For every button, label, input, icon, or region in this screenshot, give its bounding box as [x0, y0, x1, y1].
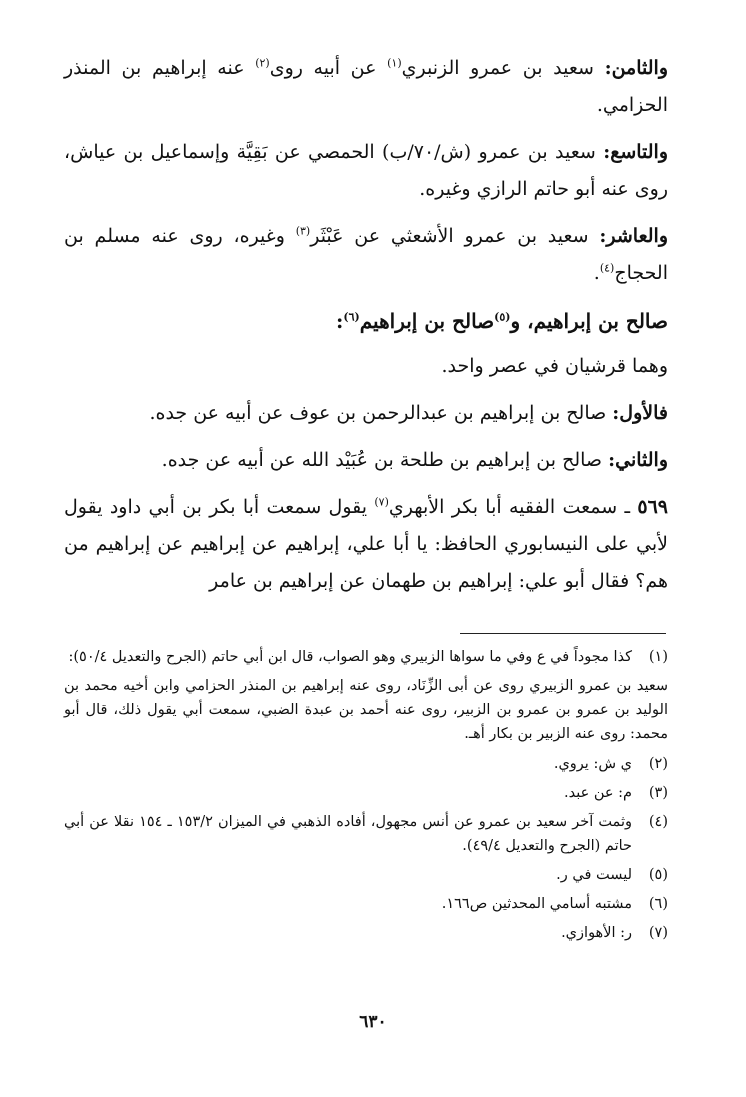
footnote-text: كذا مجوداً في ع وفي ما سواها الزبيري وهو الصواب، قال ابن أبي حاتم (الجرح والتعديل ٥٠/٤): [68, 649, 632, 665]
footnote-4 [64, 810, 668, 858]
footnote-ref[interactable]: (٥) [494, 310, 511, 324]
paragraph-lead: فالأول: [612, 402, 668, 424]
footnote-number: (٣) [648, 785, 668, 801]
footnote-ref[interactable]: (٣) [295, 224, 311, 238]
paragraph-intro [64, 348, 668, 385]
entry-number: ٥٦٩ [637, 496, 668, 518]
paragraph-569 [64, 489, 668, 600]
paragraph-ninth [64, 134, 668, 208]
footnote-6 [64, 892, 668, 916]
footnote-5 [64, 863, 668, 887]
footnote-number: (٤) [648, 814, 668, 830]
paragraph-lead: والتاسع: [603, 141, 668, 163]
footnote-text: م: عن عبد. [563, 785, 632, 801]
footnote-ref[interactable]: (٢) [255, 56, 270, 70]
footnote-ref[interactable]: (٤) [599, 261, 615, 275]
paragraph-second [64, 442, 668, 479]
paragraph-eighth [64, 50, 668, 124]
paragraph-lead: والثاني: [608, 449, 668, 471]
footnote-3 [64, 781, 668, 805]
paragraph-text: وهما قرشيان في عصر واحد. [441, 355, 668, 377]
paragraph-tenth [64, 218, 668, 292]
footnote-number: (٦) [648, 896, 668, 912]
footnote-ref[interactable]: (٦) [343, 310, 360, 324]
footnote-divider [460, 633, 666, 634]
footnotes [64, 645, 668, 950]
paragraph-lead: والعاشر: [599, 225, 669, 247]
footnote-number: (٥) [648, 867, 668, 883]
footnote-7 [64, 921, 668, 945]
footnote-text: ي ش: يروي. [553, 756, 632, 772]
paragraph-text: يقول سمعت أبا بكر بن أبي داود يقول لأبي على النيسابوري الحافظ: يا أبا علي، إبراهيم عن إبراهيم عن إبراهيم من هم؟ فقال أبو علي: إبراهيم بن طهمان عن إبراهيم بن عامر [64, 496, 668, 592]
paragraph-text: عنه إبراهيم بن المنذر الحزامي. [64, 57, 668, 116]
footnote-1-quote: سعيد بن عمرو الزبيري روى عن أبى الزِّنَاد، روى عنه إبراهيم بن المنذر الحزامي وابن أخيه محمد بن الوليد بن عمرو بن عمرو بن الزبير، روى عنه أحمد بن عبدة الضبي، سمعت أبي يقول ذلك، قال أبو محمد: روى عنه الزبير بن بكار أهـ. [64, 678, 668, 742]
main-text [64, 50, 668, 610]
heading-text: صالح بن إبراهيم، و [510, 309, 668, 333]
footnote-number: (٧) [648, 925, 668, 941]
paragraph-first [64, 395, 668, 432]
footnote-number: (٢) [648, 756, 668, 772]
section-heading [64, 302, 668, 340]
paragraph-text: سعيد بن عمرو (ش/٧٠/ب) الحمصي عن بَقِيَّة وإسماعيل بن عياش، روى عنه أبو حاتم الرازي وغيره. [64, 141, 668, 200]
heading-text: صالح بن إبراهيم [359, 309, 495, 333]
paragraph-text: ـ سمعت الفقيه أبا بكر الأبهري [388, 496, 638, 518]
footnote-number: (١) [648, 649, 668, 665]
paragraph-text: سعيد بن عمرو الأشعثي عن عَبْثَر [310, 225, 600, 247]
footnote-1 [64, 645, 668, 669]
page-number: ٦٣٠ [359, 1012, 387, 1032]
footnote-text: ليست في ر. [556, 867, 632, 883]
footnote-ref[interactable]: (١) [387, 56, 402, 70]
heading-text: : [336, 309, 344, 333]
paragraph-text: صالح بن إبراهيم بن عبدالرحمن بن عوف عن أبيه عن جده. [149, 402, 613, 424]
paragraph-text: صالح بن إبراهيم بن طلحة بن عُبَيْد الله عن أبيه عن جده. [161, 449, 609, 471]
paragraph-lead: والثامن: [604, 57, 668, 79]
footnote-text: وثمت آخر سعيد بن عمرو عن أنس مجهول، أفاده الذهبي في الميزان ١٥٣/٢ ـ ١٥٤ نقلا عن أبي حاتم (الجرح والتعديل ٤٩/٤). [64, 814, 632, 854]
paragraph-text: سعيد بن عمرو الزنبري [401, 57, 605, 79]
footnote-ref[interactable]: (٧) [374, 495, 389, 509]
paragraph-text: وغيره، روى عنه مسلم بن الحجاج [64, 225, 668, 284]
footnote-text: ر: الأهوازي. [561, 925, 632, 941]
paragraph-text: . [593, 262, 600, 284]
footnote-2 [64, 752, 668, 776]
paragraph-text: عن أبيه روى [269, 57, 388, 79]
footnote-text: مشتبه أسامي المحدثين ص١٦٦. [441, 896, 632, 912]
